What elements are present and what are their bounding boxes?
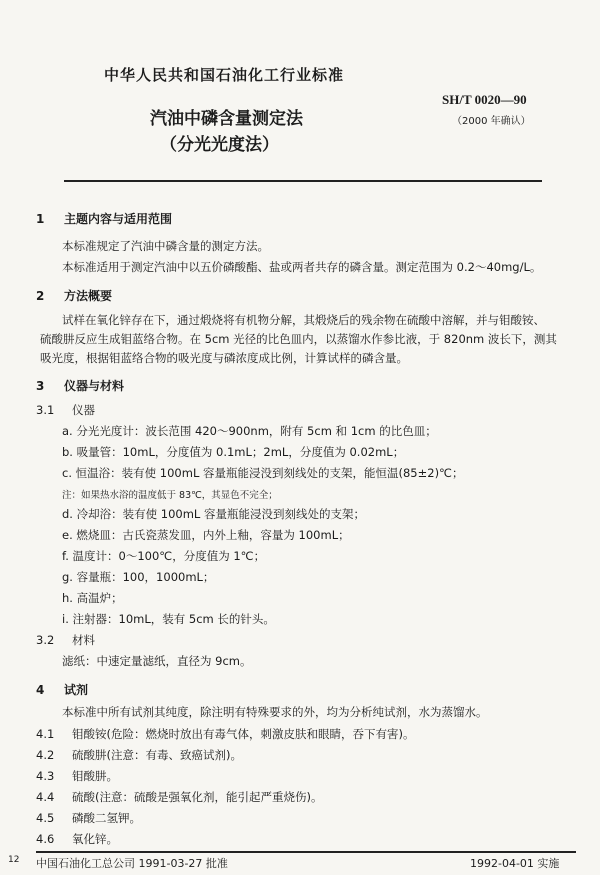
issuing-body-header: 中华人民共和国石油化工行业标准	[104, 66, 345, 84]
subsection-3-1-heading	[36, 402, 95, 418]
paragraph-line: 吸光度，根据钼蓝络合物的吸光度与磷浓度成比例，计算试样的磷含量。	[40, 351, 408, 365]
list-item	[36, 789, 322, 805]
list-item: a. 分光光度计：波长范围 420～900nm，附有 5cm 和 1cm 的比色皿；	[62, 424, 437, 438]
section-1-heading	[36, 210, 172, 227]
section-number: 2	[36, 289, 45, 303]
page-number: 12	[8, 855, 20, 865]
confirmation-note: （2000 年确认）	[452, 116, 531, 127]
approval-line: 中国石油化工总公司 1991-03-27 批准	[36, 857, 228, 870]
section-number: 3	[36, 379, 45, 393]
subsection-number: 3.1	[36, 403, 55, 417]
list-item	[36, 810, 141, 826]
item-text: 钼酸铵(危险：燃烧时放出有毒气体，刺激皮肤和眼睛，吞下有害)。	[72, 727, 415, 741]
list-item: h. 高温炉；	[62, 591, 123, 605]
list-item	[36, 831, 118, 847]
list-item	[36, 747, 242, 763]
item-number: 4.1	[36, 727, 55, 741]
list-item	[36, 768, 118, 784]
document-subtitle: （分光光度法）	[160, 135, 279, 155]
item-text: 硫酸肼(注意：有毒、致癌试剂)。	[72, 748, 242, 762]
subsection-title: 仪器	[72, 403, 95, 417]
item-number: 4.6	[36, 832, 55, 846]
item-text: 氧化锌。	[72, 832, 118, 846]
note: 注：如果热水浴的温度低于 83℃，其显色不完全；	[62, 490, 278, 501]
header-divider	[64, 180, 542, 182]
subsection-3-2-heading	[36, 632, 95, 648]
paragraph: 滤纸：中速定量滤纸，直径为 9cm。	[62, 654, 252, 668]
section-title: 仪器与材料	[64, 379, 125, 393]
list-item: e. 燃烧皿：古氏瓷蒸发皿，内外上釉，容量为 100mL；	[62, 528, 350, 542]
section-title: 方法概要	[64, 289, 113, 303]
paragraph: 本标准中所有试剂其纯度，除注明有特殊要求的外，均为分析纯试剂，水为蒸馏水。	[62, 705, 488, 719]
paragraph-line: 硫酸肼反应生成钼蓝络合物。在 5cm 光径的比色皿内，以蒸馏水作参比液，于 820nm 波长下，测其	[40, 332, 557, 346]
section-2-heading	[36, 287, 112, 304]
section-title: 试剂	[64, 683, 89, 697]
item-number: 4.4	[36, 790, 55, 804]
list-item: b. 吸量管：10mL，分度值为 0.1mL；2mL，分度值为 0.02mL；	[62, 445, 405, 459]
subsection-number: 3.2	[36, 633, 55, 647]
item-text: 磷酸二氢钾。	[72, 811, 141, 825]
paragraph: 本标准规定了汽油中磷含量的测定方法。	[62, 239, 269, 253]
section-4-heading	[36, 681, 88, 698]
subsection-title: 材料	[72, 633, 95, 647]
list-item: f. 温度计：0～100℃，分度值为 1℃；	[62, 549, 266, 563]
list-item: d. 冷却浴：装有使 100mL 容量瓶能浸没到刻线处的支架；	[62, 507, 365, 521]
implementation-date: 1992-04-01 实施	[470, 857, 560, 870]
section-number: 4	[36, 683, 45, 697]
item-text: 钼酸肼。	[72, 769, 118, 783]
list-item: g. 容量瓶：100，1000mL；	[62, 570, 215, 584]
item-text: 硫酸(注意：硫酸是强氧化剂，能引起严重烧伤)。	[72, 790, 323, 804]
list-item: i. 注射器：10mL，装有 5cm 长的针头。	[62, 612, 275, 626]
section-number: 1	[36, 212, 45, 226]
list-item	[36, 726, 414, 742]
paragraph-line: 试样在氧化锌存在下，通过煅烧将有机物分解，其煅烧后的残余物在硫酸中溶解，并与钼酸铵、	[62, 313, 545, 327]
standard-number: SH/T 0020—90	[442, 92, 527, 107]
section-3-heading	[36, 377, 124, 394]
document-title: 汽油中磷含量测定法	[150, 109, 303, 129]
item-number: 4.3	[36, 769, 55, 783]
item-number: 4.2	[36, 748, 55, 762]
section-title: 主题内容与适用范围	[64, 212, 173, 226]
item-number: 4.5	[36, 811, 55, 825]
list-item: c. 恒温浴：装有使 100mL 容量瓶能浸没到刻线处的支架，能恒温(85±2)℃；	[62, 466, 464, 480]
paragraph: 本标准适用于测定汽油中以五价磷酸酯、盐或两者共存的磷含量。测定范围为 0.2～40mg/L。	[62, 260, 542, 274]
footer-divider	[36, 851, 576, 853]
